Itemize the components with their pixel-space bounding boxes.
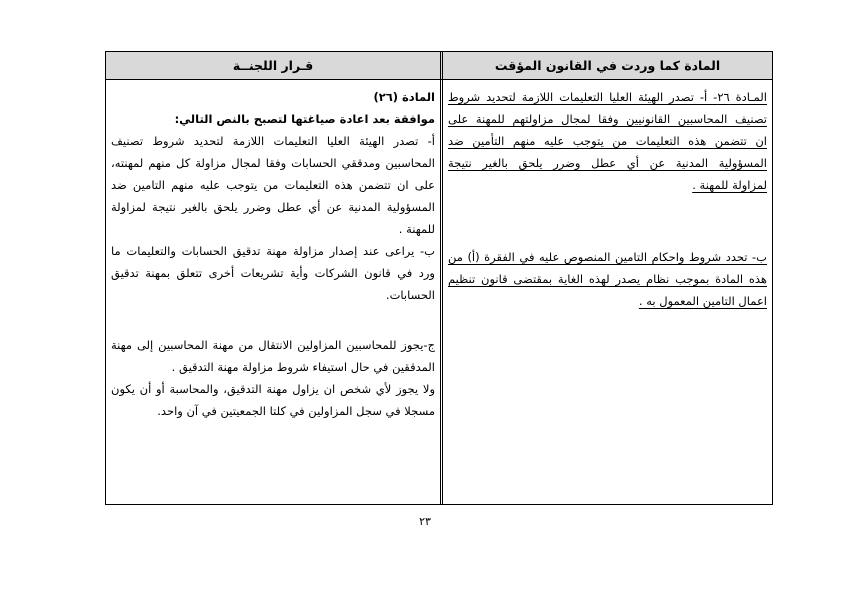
decision-line: ب- يراعى عند إصدار مزاولة مهنة تدقيق الحسابات والتعليمات ما — [111, 244, 435, 258]
law-line: هذه المادة بموجب نظام يصدر لهذه الغاية بمقتضى قانون تنظيم — [448, 272, 767, 286]
decision-line: المدققين في حال استيفاء شروط مزاولة مهنة التدقيق . — [171, 360, 435, 374]
law-article-cell — [440, 80, 772, 504]
table-header-row — [106, 52, 772, 80]
decision-line: ورد في قانون الشركات وأية تشريعات أخرى تتعلق بمهنة تدقيق — [111, 266, 435, 280]
law-line: اعمال التامين المعمول به . — [638, 294, 767, 308]
decision-line: أ- تصدر الهيئة العليا التعليمات اللازمة لتحديد شروط تصنيف — [111, 134, 435, 148]
page-number: ٢٣ — [419, 515, 431, 528]
law-line: ان تتضمن هذه التعليمات من يتوجب عليه منهم التأمين ضد — [448, 134, 767, 148]
header-committee-decision: قـرار اللجنــة — [106, 52, 440, 79]
committee-decision-cell — [106, 80, 440, 504]
decision-line: ولا يجوز لأي شخص ان يزاول مهنة التدقيق، والمحاسبة أو أن يكون — [111, 382, 435, 396]
law-line: تصنيف المحاسبين القانونيين وفقا لمجال مزاولتهم للمهنة على — [448, 112, 767, 126]
law-line: ب- تحدد شروط واحكام التامين المنصوص عليه في الفقرة (أ) من — [448, 250, 767, 264]
decision-line: للمهنة . — [398, 222, 435, 236]
decision-line: المحاسبين ومدققي الحسابات وفقا لمجال مزاولة كل منهم لمهنته، — [111, 156, 435, 170]
law-line: لمزاولة للمهنة . — [692, 178, 767, 192]
decision-line: المسؤولية المدنية عن أي عطل وضرر يلحق بالغير نتيجة لمزاولة — [111, 200, 435, 214]
law-line: المـادة ٢٦- أ- تصدر الهيئة العليا التعليمات اللازمة لتحديد شروط — [448, 90, 767, 104]
decision-line: على ان تتضمن هذه التعليمات من يتوجب عليه منهم التامين ضد — [111, 178, 435, 192]
article-title: المادة (٢٦) — [373, 90, 435, 104]
decision-line: الحسابات. — [385, 288, 435, 302]
table-body-row — [106, 80, 772, 504]
comparison-table — [105, 51, 773, 505]
decision-line: ج-يجوز للمحاسبين المزاولين الانتقال من مهنة المحاسبين إلى مهنة — [111, 338, 435, 352]
law-line: المسؤولية المدنية عن أي عطل وضرر يلحق بالغير نتيجة — [448, 156, 767, 170]
approval-note: موافقة بعد اعادة صياغتها لتصبح بالنص التالي: — [174, 112, 435, 126]
decision-line: مسجلا في سجل المزاولين في كلتا الجمعيتين في آن واحد. — [157, 404, 435, 418]
header-law-article: المادة كما وردت في القانون المؤقت — [440, 52, 772, 79]
